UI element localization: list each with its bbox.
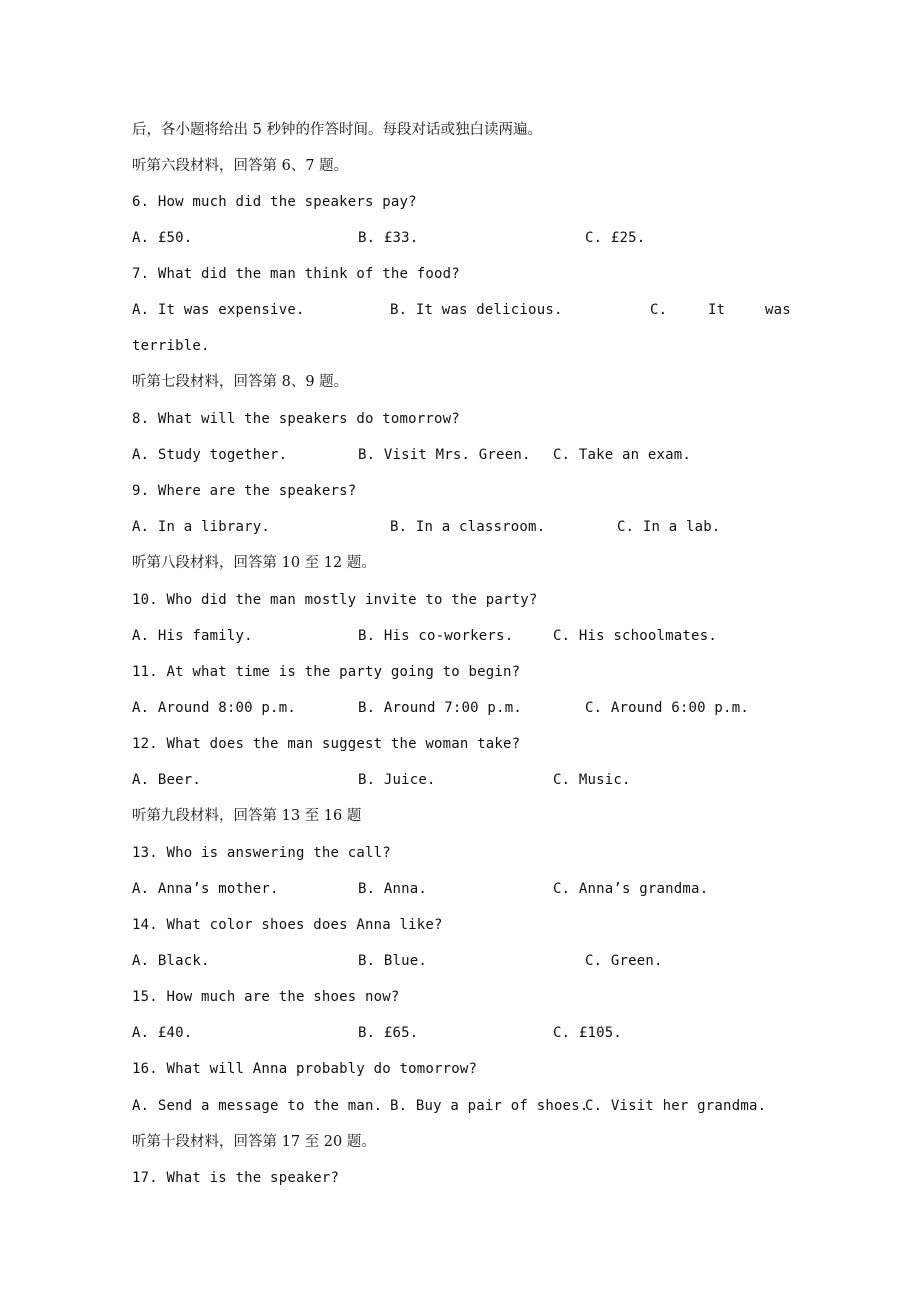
question-6: 6. How much did the speakers pay? bbox=[132, 194, 417, 210]
option-c-label: C. bbox=[650, 302, 668, 318]
option-a: A. Send a message to the man. bbox=[132, 1098, 383, 1114]
option-c: C. £105. bbox=[553, 1025, 623, 1041]
option-b: B. Around 7:00 p.m. bbox=[358, 700, 522, 716]
question-12: 12. What does the man suggest the woman take? bbox=[132, 736, 521, 752]
question-13: 13. Who is answering the call? bbox=[132, 845, 391, 861]
question-15: 15. How much are the shoes now? bbox=[132, 989, 400, 1005]
question-10: 10. Who did the man mostly invite to the party? bbox=[132, 592, 538, 608]
option-c: C. Take an exam. bbox=[553, 447, 692, 463]
option-b: B. Visit Mrs. Green. bbox=[358, 447, 531, 463]
option-c: C. Around 6:00 p.m. bbox=[585, 700, 749, 716]
option-c-word-2: was bbox=[765, 302, 791, 318]
option-b: B. £65. bbox=[358, 1025, 419, 1041]
section-10-heading: 听第十段材料，回答第 17 至 20 题。 bbox=[132, 1134, 376, 1150]
option-c: C. In a lab. bbox=[617, 519, 721, 535]
option-c: C. £25. bbox=[585, 230, 646, 246]
question-7: 7. What did the man think of the food? bbox=[132, 266, 460, 282]
intro-text: 后，各小题将给出 5 秒钟的作答时间。每段对话或独白读两遍。 bbox=[132, 122, 542, 138]
option-a: A. Black. bbox=[132, 953, 210, 969]
option-a: A. Around 8:00 p.m. bbox=[132, 700, 296, 716]
option-a: A. His family. bbox=[132, 628, 253, 644]
option-a: A. £50. bbox=[132, 230, 193, 246]
option-a: A. Anna’s mother. bbox=[132, 881, 279, 897]
section-6-heading: 听第六段材料，回答第 6、7 题。 bbox=[132, 158, 349, 174]
option-c: C. Music. bbox=[553, 772, 631, 788]
question-17: 17. What is the speaker? bbox=[132, 1170, 340, 1186]
option-a: A. Study together. bbox=[132, 447, 288, 463]
option-c: C. Green. bbox=[585, 953, 663, 969]
option-b: B. Juice. bbox=[358, 772, 436, 788]
section-7-heading: 听第七段材料，回答第 8、9 题。 bbox=[132, 374, 349, 390]
option-a: A. £40. bbox=[132, 1025, 193, 1041]
question-11: 11. At what time is the party going to begin? bbox=[132, 664, 521, 680]
question-7-option-c-continued: terrible. bbox=[132, 338, 210, 354]
section-9-heading: 听第九段材料，回答第 13 至 16 题 bbox=[132, 808, 362, 824]
question-8: 8. What will the speakers do tomorrow? bbox=[132, 411, 460, 427]
option-c: C. Anna’s grandma. bbox=[553, 881, 709, 897]
option-a: A. In a library. bbox=[132, 519, 271, 535]
option-b: B. Buy a pair of shoes. bbox=[390, 1098, 589, 1114]
option-b: B. Blue. bbox=[358, 953, 428, 969]
option-c-word-1: It bbox=[708, 302, 726, 318]
option-b: B. In a classroom. bbox=[390, 519, 546, 535]
option-c: C. His schoolmates. bbox=[553, 628, 717, 644]
option-b: B. £33. bbox=[358, 230, 419, 246]
option-c: C. Visit her grandma. bbox=[585, 1098, 767, 1114]
question-9: 9. Where are the speakers? bbox=[132, 483, 357, 499]
question-14: 14. What color shoes does Anna like? bbox=[132, 917, 443, 933]
option-b: B. Anna. bbox=[358, 881, 428, 897]
question-16: 16. What will Anna probably do tomorrow? bbox=[132, 1061, 478, 1077]
option-a: A. It was expensive. bbox=[132, 302, 305, 318]
option-a: A. Beer. bbox=[132, 772, 202, 788]
option-b: B. It was delicious. bbox=[390, 302, 563, 318]
section-8-heading: 听第八段材料，回答第 10 至 12 题。 bbox=[132, 555, 376, 571]
option-b: B. His co-workers. bbox=[358, 628, 514, 644]
